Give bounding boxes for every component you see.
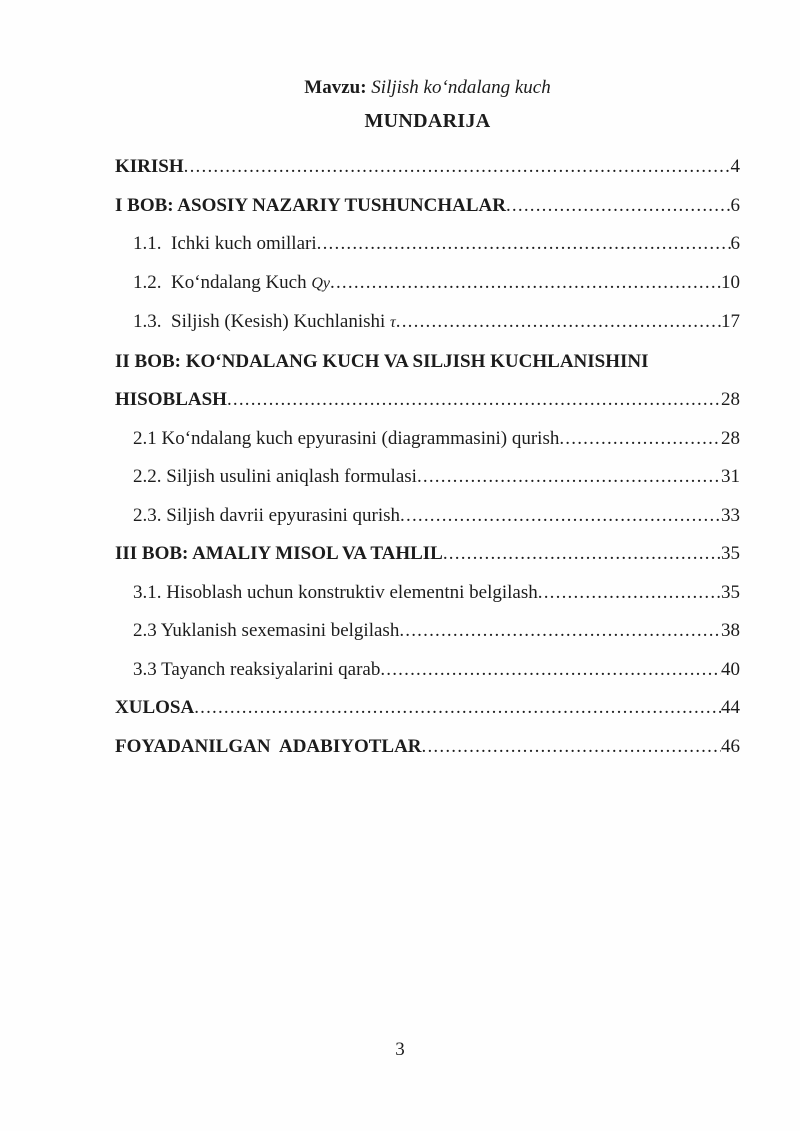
toc-leader-dots [399, 619, 721, 642]
toc-leader-dots [317, 232, 731, 255]
toc-entry-bob3 [115, 542, 740, 565]
toc-leader-dots [184, 155, 731, 178]
toc-page-number: 4 [730, 156, 740, 177]
toc-entry-label: 2.2. Siljish usulini aniqlash formulasi [133, 466, 417, 487]
toc-entry-label: II BOB: KO‘NDALANG KUCH VA SILJISH KUCHLANISHINI [115, 350, 649, 372]
toc-entry-symbol: Qy [311, 274, 331, 292]
toc-page-number: 10 [721, 271, 740, 293]
toc-leader-dots [227, 388, 721, 411]
toc-page-number: 46 [721, 735, 740, 757]
topic-label: Mavzu: [304, 77, 367, 98]
toc-entry-label: 3.3 Tayanch reaksiyalarini qarab [133, 658, 381, 680]
toc-page-number: 6 [730, 194, 740, 216]
toc-entry-3-1 [115, 581, 740, 604]
toc-entry-2-1 [115, 427, 740, 450]
toc-entry-label: 2.1 Ko‘ndalang kuch epyurasini (diagrammasini) qurish [133, 427, 560, 449]
toc-entry-label: 2.3. Siljish davrii epyurasini qurish [133, 504, 401, 526]
toc-entry-1-1 [115, 232, 740, 255]
toc-entry-label: FOYADANILGAN ADABIYOTLAR [115, 735, 422, 757]
toc-entry-bob2-line1 [115, 350, 740, 373]
toc-entry-2-3 [115, 504, 740, 527]
toc-leader-dots [330, 271, 721, 294]
toc-entry-xulosa [115, 696, 740, 719]
toc-entry-adabiyotlar [115, 735, 740, 758]
toc-entry-label: 1.3. Siljish (Kesish) Kuchlanishi [133, 311, 391, 332]
toc-page-number: 31 [721, 466, 740, 487]
page-content [115, 76, 740, 773]
toc-entry-label: III BOB: AMALIY MISOL VA TAHLIL [115, 543, 443, 564]
toc-entry-3-3 [115, 658, 740, 681]
toc-leader-dots [422, 735, 721, 758]
topic-line [115, 76, 740, 100]
toc-entry-bob1 [115, 194, 740, 217]
toc-page-number: 38 [721, 620, 740, 641]
toc-leader-dots [443, 542, 721, 565]
toc-leader-dots [506, 194, 731, 217]
topic-title: Siljish ko‘ndalang kuch [366, 77, 551, 98]
toc-page-number: 6 [730, 233, 740, 254]
toc-leader-dots [538, 581, 721, 604]
toc-entry-2-2 [115, 465, 740, 488]
toc-entry-label: I BOB: ASOSIY NAZARIY TUSHUNCHALAR [115, 194, 506, 216]
toc-entry-label: XULOSA [115, 697, 195, 718]
toc-entry-bob2-line2 [115, 388, 740, 411]
toc-leader-dots [559, 427, 721, 450]
toc-leader-dots [400, 504, 721, 527]
toc-entry-kirish [115, 155, 740, 178]
toc-page-number: 35 [721, 543, 740, 564]
toc-leader-dots [194, 696, 721, 719]
toc-page-number: 28 [721, 389, 740, 410]
toc-entry-1-2 [115, 271, 740, 295]
toc-entry-label: HISOBLASH [115, 389, 227, 410]
toc-entry-yuklanish [115, 619, 740, 642]
toc-leader-dots [396, 310, 721, 333]
toc-entry-label: 1.2. Ko‘ndalang Kuch [133, 271, 312, 293]
toc-entry-label: 1.1. Ichki kuch omillari [133, 233, 317, 254]
contents-title: MUNDARIJA [364, 110, 491, 132]
page-number-footer: 3 [395, 1039, 405, 1060]
toc-page-number: 33 [721, 504, 740, 526]
toc-page-number: 28 [721, 427, 740, 449]
toc-entry-1-3 [115, 310, 740, 334]
toc-leader-dots [380, 658, 721, 681]
toc-entry-label: 2.3 Yuklanish sexemasini belgilash [133, 620, 400, 641]
toc-page-number: 40 [721, 658, 740, 680]
toc-entry-symbol: τ [390, 314, 396, 331]
toc-leader-dots [417, 465, 721, 488]
toc-page-number: 35 [721, 581, 740, 603]
toc-entry-label: KIRISH [115, 156, 184, 177]
toc-page-number: 17 [721, 311, 740, 332]
toc-page-number: 44 [721, 697, 740, 718]
toc-entry-label: 3.1. Hisoblash uchun konstruktiv elementni belgilash [133, 581, 538, 603]
table-of-contents [115, 155, 740, 758]
